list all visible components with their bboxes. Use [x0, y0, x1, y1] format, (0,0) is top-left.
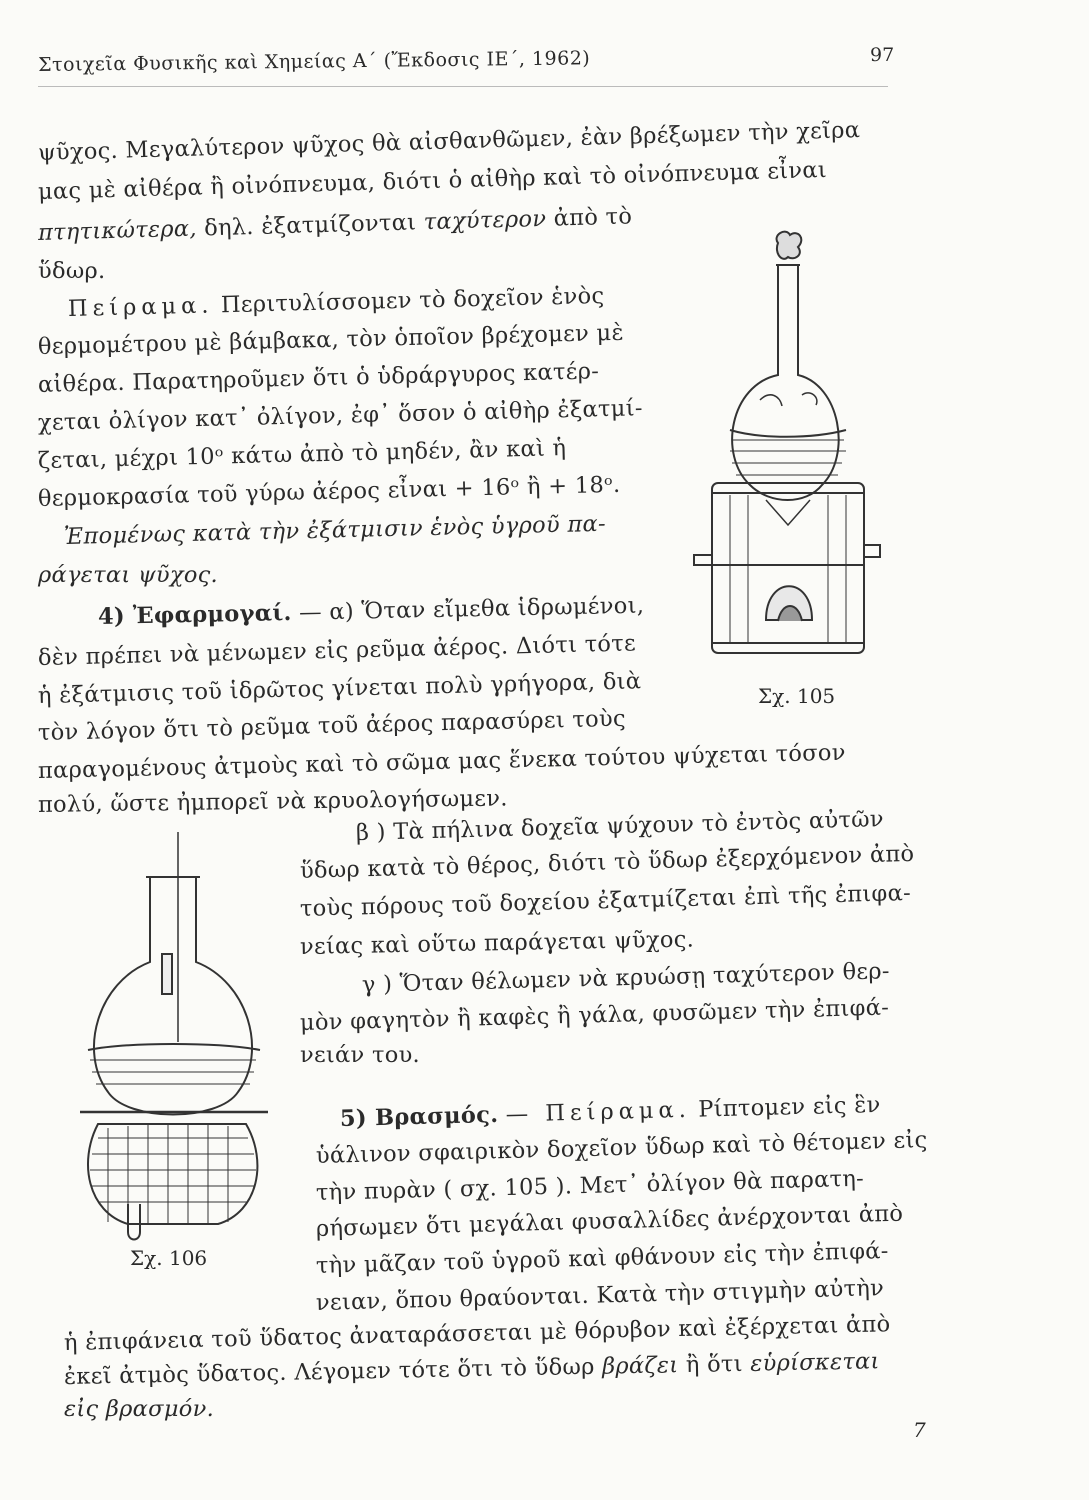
text-line: μας μὲ αἰθέρα ἢ οἰνόπνευμα, διότι ὁ αἰθὴρ καὶ τὸ οἰνόπνευμα εἶναι	[37, 156, 828, 205]
text-line: ράγεται ψῦχος.	[38, 562, 219, 588]
text-line	[68, 283, 605, 322]
text-line: τὴν πυρὰν ( σχ. 105 ). Μετ᾽ ὀλίγον θὰ παρατη-	[315, 1165, 865, 1206]
text-line: ψῦχος. Μεγαλύτερον ψῦχος θὰ αἰσθανθῶμεν, ἐὰν βρέξωμεν τὴν χεῖρα	[37, 117, 861, 166]
text-span: Ὅταν εἴμεθα ἱδρωμένοι,	[361, 592, 645, 625]
text-line: ρήσωμεν ὅτι μεγάλαι φυσαλλίδες ἀνέρχονται ἀπὸ	[315, 1200, 904, 1242]
text-line: ὑάλινον σφαιρικὸν δοχεῖον ὕδωρ καὶ τὸ θέτομεν εἰς	[315, 1126, 928, 1169]
header-rule	[38, 86, 888, 87]
text-line	[38, 203, 633, 246]
figure-105-caption: Σχ. 105	[758, 684, 836, 708]
text-line: νειάν του.	[300, 1042, 421, 1068]
text-line: ὕδωρ κατὰ τὸ θέρος, διότι τὸ ὕδωρ ἐξερχόμενον ἀπὸ	[299, 840, 915, 884]
text-line: ἡ ἐξάτμισις τοῦ ἱδρῶτος γίνεται πολὺ γρήγορα, διὰ	[37, 668, 642, 709]
text-line: γ ) Ὅταν θέλωμεν νὰ κρυώσῃ ταχύτερον θερ-	[361, 958, 891, 998]
text-line: β ) Τὰ πήλινα δοχεῖα ψύχουν τὸ ἐντὸς αὐτῶν	[355, 806, 885, 846]
text-line: ἡ ἐπιφάνεια τοῦ ὕδατος ἀναταράσσεται μὲ θόρυβον καὶ ἐξέρχεται ἀπὸ	[63, 1311, 891, 1356]
text-line: νείας καὶ οὕτω παράγεται ψῦχος.	[299, 926, 695, 960]
page-number: 97	[870, 44, 895, 66]
text-line: μὸν φαγητὸν ἢ καφὲς ἢ γάλα, φυσῶμεν τὴν ἐπιφά-	[299, 994, 890, 1036]
text-line: θερμομέτρου μὲ βάμβακα, τὸν ὁποῖον βρέχομεν μὲ	[37, 319, 625, 360]
experiment-label: Πείραμα.	[67, 292, 214, 322]
text-line: αἰθέρα. Παρατηροῦμεν ὅτι ὁ ὑδράργυρος κατέρ-	[37, 358, 600, 398]
text-line	[64, 1348, 880, 1390]
italic-term: πτητικώτερα,	[37, 215, 198, 246]
figure-106-flask-on-pot	[68, 832, 278, 1242]
experiment-label: — Πείραμα.	[505, 1096, 692, 1128]
italic-term: βράζει	[601, 1352, 679, 1380]
text-line: Ἐπομένως κατὰ τὴν ἐξάτμισιν ἑνὸς ὑγροῦ πα-	[63, 510, 607, 550]
text-span: Περιτυλίσσομεν τὸ δοχεῖον ἑνὸς	[220, 282, 605, 319]
text-span: Ρίπτομεν εἰς ἓν	[697, 1091, 881, 1123]
text-line: τὴν μᾶζαν τοῦ ὑγροῦ καὶ φθάνουν εἰς τὴν ἐπιφά-	[315, 1238, 889, 1279]
text-line: ζεται, μέχρι 10ᵒ κάτω ἀπὸ τὸ μηδέν, ἂν καὶ ἡ	[37, 435, 567, 474]
text-line	[98, 593, 645, 630]
text-line: χεται ὀλίγον κατ᾽ ὀλίγον, ἐφ᾽ ὅσον ὁ αἰθὴρ ἐξατμί-	[37, 395, 643, 436]
text-line: ὕδωρ.	[38, 258, 106, 284]
text-span: ἀπὸ τὸ	[545, 203, 633, 232]
text-line: τοὺς πόρους τοῦ δοχείου ἐξατμίζεται ἐπὶ τῆς ἐπιφα-	[299, 880, 912, 922]
signature-number: 7	[913, 1418, 926, 1442]
text-line: πολύ, ὥστε ἠμπορεῖ νὰ κρυολογήσωμεν.	[37, 785, 508, 818]
text-line: παραγομένους ἀτμοὺς καὶ τὸ σῶμα μας ἕνεκα τούτου ψύχεται τόσον	[37, 739, 847, 784]
italic-term: ταχύτερον	[423, 205, 547, 236]
text-line: δὲν πρέπει νὰ μένωμεν εἰς ρεῦμα ἀέρος. Διότι τότε	[37, 630, 637, 671]
text-span: ἐκεῖ ἀτμὸς ὕδατος. Λέγομεν τότε ὅτι τὸ ὕδωρ	[63, 1353, 603, 1390]
text-span: — α)	[298, 598, 355, 626]
section-heading: 5) Βρασμός.	[339, 1101, 499, 1132]
figure-105-flask-on-furnace	[690, 225, 880, 665]
text-line: τὸν λόγον ὅτι τὸ ρεῦμα τοῦ ἀέρος παρασύρει τοὺς	[37, 705, 627, 746]
running-title: Στοιχεῖα Φυσικῆς καὶ Χημείας Α΄ (Ἔκδοσις ΙΕ΄, 1962)	[38, 47, 591, 76]
text-span: δηλ. ἐξατμίζονται	[196, 209, 425, 242]
section-heading: 4) Ἐφαρμογαί.	[97, 599, 292, 630]
text-span: ἢ ὅτι	[678, 1350, 751, 1379]
text-line	[340, 1092, 881, 1132]
italic-term: εὑρίσκεται	[749, 1348, 880, 1377]
figure-106-caption: Σχ. 106	[130, 1246, 208, 1270]
text-line: θερμοκρασία τοῦ γύρω ἀέρος εἶναι + 16ᵒ ἢ + 18ᵒ.	[37, 471, 621, 512]
text-line: νειαν, ὅπου θραύονται. Κατὰ τὴν στιγμὴν αὐτὴν	[315, 1275, 885, 1316]
text-line: εἰς βρασμόν.	[64, 1396, 215, 1422]
